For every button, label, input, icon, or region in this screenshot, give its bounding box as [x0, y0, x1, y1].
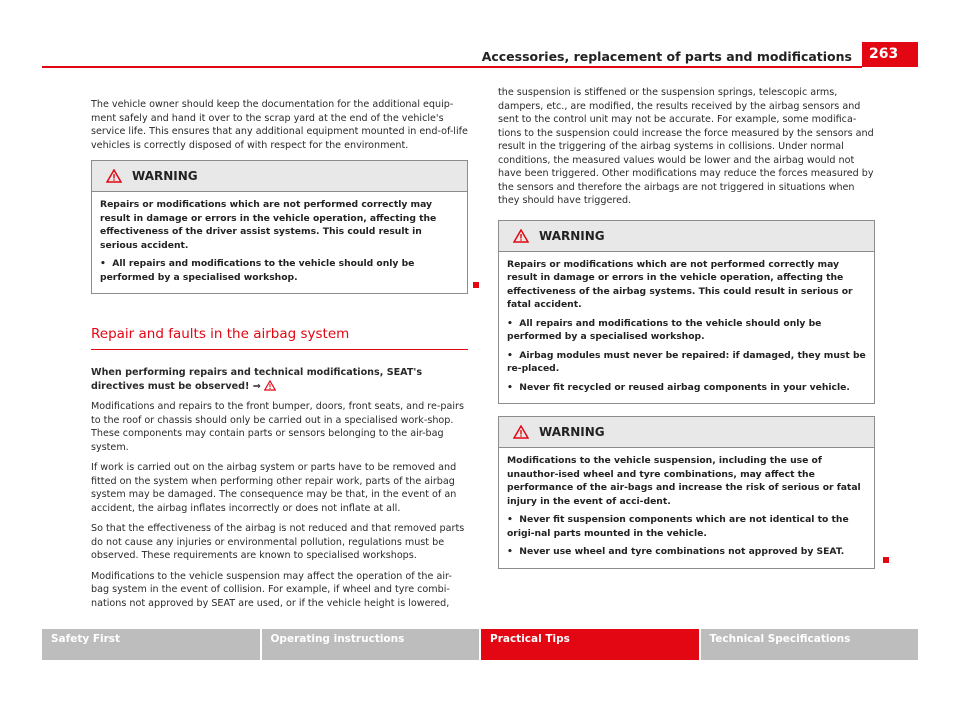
warning-text: Repairs or modifications which are not performed correctly may result in damage or errors in the vehicle operation, affecting the effectiveness of the airbag systems. This could result in serious or fatal accident. [507, 258, 853, 310]
warning-bullet: • All repairs and modifications to the vehicle should only be performed by a specialised workshop. [507, 317, 822, 342]
warning-body [92, 192, 467, 293]
warning-text: Modifications to the vehicle suspension, including the use of unauthor-ised wheel and tyre combinations, may affect the performance of the air-bags and increase the risk of serious or fatal injury in the event of acci-dent. [507, 455, 861, 507]
lead-paragraph: When performing repairs and technical modifications, SEAT's directives must be observed! ⇒ [91, 367, 423, 392]
right-column [498, 86, 875, 581]
footer-tab-safety-first[interactable]: Safety First [42, 629, 260, 660]
warning-triangle-icon [513, 229, 529, 243]
warning-header [92, 161, 467, 192]
header-rule [42, 66, 862, 68]
warning-triangle-icon [513, 425, 529, 439]
footer-tab-operating-instructions[interactable]: Operating instructions [262, 629, 480, 660]
warning-body [499, 448, 874, 568]
warning-box-3 [498, 416, 875, 569]
continued-paragraph: the suspension is stiffened or the suspension springs, telescopic arms, dampers, etc., are modified, the results received by the airbag sensors and sent to the control unit may not be accurate. For example, some modifica-tions to the suspension could increase the force measured by the sensors and result in the triggering of the airbag systems in collisions. Under normal conditions, the measured values would be lower and the airbag would not have been triggered. Other modifications may reduce the forces measured by the sensors and therefore the airbags are not triggered in situations when they should have triggered. [498, 87, 874, 206]
warning-title: WARNING [539, 425, 605, 439]
body-paragraph: So that the effectiveness of the airbag is not reduced and that removed parts do not cause any injuries or environmental pollution, regulations must be observed. These requirements are known to specialised workshops. [91, 523, 465, 561]
warning-bullet: • Never use wheel and tyre combinations not approved by SEAT. [507, 546, 845, 557]
footer-tab-practical-tips[interactable]: Practical Tips [481, 629, 699, 660]
warning-triangle-icon [106, 169, 122, 183]
warning-bullet: • Never fit recycled or reused airbag components in your vehicle. [507, 381, 850, 393]
intro-paragraph: The vehicle owner should keep the documentation for the additional equip-ment safely and hand it over to the scrap yard at the end of the vehicle's service life. This ensures that any additional equipment mounted in end-of-life vehicles is correctly disposed of with respect for the environment. [91, 99, 468, 151]
section-end-marker [883, 557, 889, 563]
warning-title: WARNING [539, 228, 605, 243]
warning-bullet: • All repairs and modifications to the vehicle should only be performed by a specialised workshop. [100, 258, 415, 283]
body-paragraph: Modifications to the vehicle suspension may affect the operation of the air-bag system in the event of collision. For example, if wheel and tyre combi-nations not approved by SEAT are used, or if the vehicle height is lowered, [91, 570, 452, 609]
section-end-marker [473, 282, 479, 288]
warning-body [499, 252, 874, 404]
footer-nav [42, 629, 918, 660]
warning-header [499, 417, 874, 448]
footer-tab-technical-specifications[interactable]: Technical Specifications [701, 629, 919, 660]
warning-header [499, 221, 874, 252]
warning-bullet: • Never fit suspension components which are not identical to the origi-nal parts mounted in the vehicle. [507, 514, 849, 539]
section-heading: Repair and faults in the airbag system [91, 326, 468, 350]
page-number: 263 [862, 42, 918, 67]
warning-triangle-icon[interactable] [264, 380, 276, 391]
page-header-title: Accessories, replacement of parts and modifications [481, 49, 852, 64]
warning-title: WARNING [132, 169, 198, 183]
warning-box-1 [91, 160, 468, 294]
left-column [91, 98, 468, 617]
body-paragraph: Modifications and repairs to the front bumper, doors, front seats, and re-pairs to the roof or chassis should only be carried out in a specialised work-shop. These components may contain parts or sensors belonging to the air-bag system. [91, 401, 464, 453]
warning-bullet: • Airbag modules must never be repaired: if damaged, they must be re-placed. [507, 349, 866, 374]
body-paragraph: If work is carried out on the airbag system or parts have to be removed and fitted on the system when performing other repair work, parts of the airbag system may be damaged. The consequence may be that, in the event of an accident, the airbag inflates incorrectly or does not inflate at all. [91, 462, 457, 514]
warning-box-2 [498, 220, 875, 405]
cross-reference-arrow[interactable]: ⇒ [252, 380, 261, 392]
warning-text: Repairs or modifications which are not performed correctly may result in damage or errors in the vehicle operation, affecting the effectiveness of the driver assist systems. This could result in serious accident. [100, 199, 437, 251]
